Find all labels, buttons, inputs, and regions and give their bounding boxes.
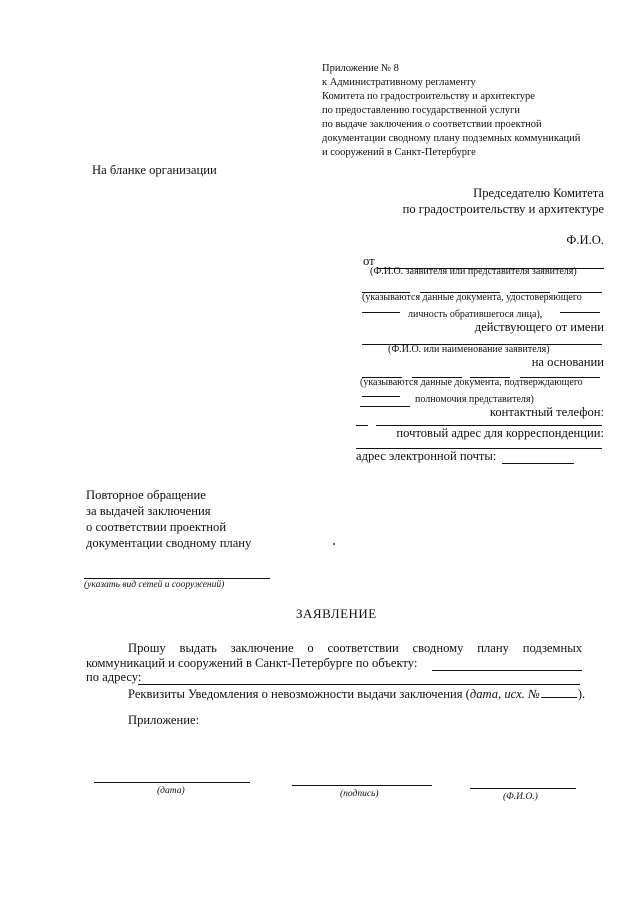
attachment-label: Приложение: — [128, 713, 200, 727]
object-line — [432, 670, 582, 671]
appendix-line: и сооружений в Санкт-Петербурге — [322, 147, 476, 158]
number-blank — [541, 687, 577, 698]
blank-line — [362, 396, 400, 397]
email-label: адрес электронной почты: — [356, 449, 497, 463]
networks-line — [84, 578, 270, 579]
hint-auth1: (указываются данные документа, подтверждающего — [360, 377, 583, 388]
hint-doc1: (указываются данные документа, удостоверяющего — [362, 292, 582, 303]
fio-sign-line — [470, 788, 576, 789]
blank-line — [356, 425, 368, 426]
fio-sign-label: (Ф.И.О.) — [503, 792, 538, 802]
requisites-line — [128, 687, 585, 702]
requisites-end: ). — [577, 687, 586, 701]
addressee-line2: по градостроительству и архитектуре — [402, 202, 604, 216]
repeat-line: за выдачей заключения — [86, 504, 211, 518]
from-label: от — [363, 254, 375, 268]
statement-line1: Прошу выдать заключение о соответствии сводному плану подземных — [128, 641, 582, 655]
appendix-line: по предоставлению государственной услуги — [322, 105, 520, 116]
blank-line — [560, 312, 600, 313]
signature-label: (подпись) — [340, 789, 379, 799]
speck — [333, 543, 335, 545]
appendix-line: к Административному регламенту — [322, 77, 476, 88]
repeat-line: о соответствии проектной — [86, 520, 227, 534]
email-line — [502, 463, 574, 464]
requisites-text: Реквизиты Уведомления о невозможности выдачи заключения ( — [128, 687, 470, 701]
appendix-line: по выдаче заключения о соответствии проектной — [322, 119, 542, 130]
hint-fio: (Ф.И.О. заявителя или представителя заявителя) — [370, 266, 577, 277]
appendix-line: документации сводному плану подземных коммуникаций — [322, 133, 581, 144]
statement-title: ЗАЯВЛЕНИЕ — [296, 606, 377, 621]
addressee-line1: Председателю Комитета — [473, 186, 604, 200]
statement-line2: коммуникаций и сооружений в Санкт-Петербурге по объекту: — [86, 656, 418, 670]
appendix-line: Приложение № 8 — [322, 63, 399, 74]
date-line — [94, 782, 250, 783]
letterhead-note: На бланке организации — [92, 163, 217, 177]
blank-line — [362, 312, 400, 313]
appendix-line: Комитета по градостроительству и архитектуре — [322, 91, 535, 102]
date-label: (дата) — [157, 786, 185, 796]
hint-doc2: личность обратившегося лица), — [408, 309, 543, 320]
requisites-italic: дата, исх. № — [469, 687, 540, 701]
statement-line3: по адресу: — [86, 670, 142, 684]
basis-label: на основании — [531, 355, 604, 369]
hint-networks: (указать вид сетей и сооружений) — [84, 580, 225, 590]
acting-label: действующего от имени — [474, 320, 604, 334]
phone-label: контактный телефон: — [489, 405, 604, 419]
postal-label: почтовый адрес для корреспонденции: — [396, 426, 604, 440]
address-line — [138, 684, 580, 685]
addressee-fio: Ф.И.О. — [566, 233, 604, 247]
signature-line — [292, 785, 432, 786]
repeat-line: Повторное обращение — [86, 488, 206, 502]
hint-name: (Ф.И.О. или наименование заявителя) — [388, 344, 550, 355]
blank-line — [360, 406, 410, 407]
hint-auth2: полномочия представителя) — [415, 394, 534, 405]
repeat-line: документации сводному плану — [86, 536, 252, 550]
